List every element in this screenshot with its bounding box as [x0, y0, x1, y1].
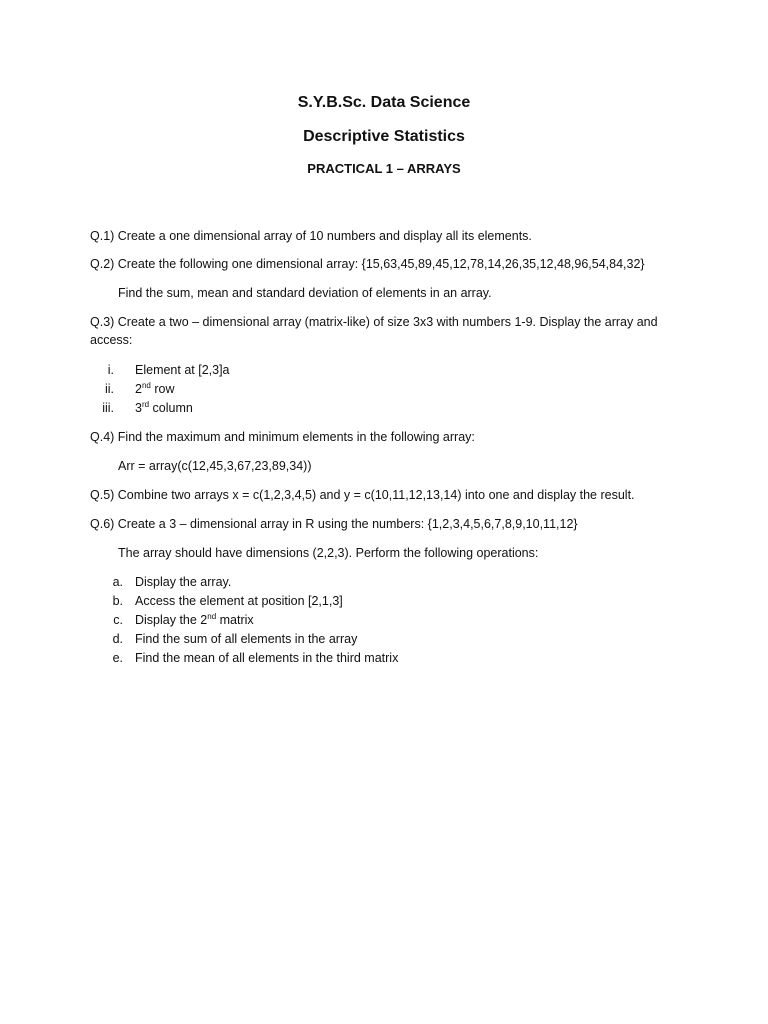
list-marker: ii.: [104, 382, 114, 396]
question-3: Q.3) Create a two – dimensional array (matrix-like) of size 3x3 with numbers 1-9. Display the array and access:: [90, 315, 658, 347]
list-item: Display the 2nd matrix: [135, 612, 254, 627]
list-item: Access the element at position [2,1,3]: [135, 594, 343, 608]
list-item: 2nd row: [135, 381, 175, 396]
practical-title: PRACTICAL 1 – ARRAYS: [307, 161, 461, 176]
list-marker: a.: [112, 575, 123, 589]
question-2-subtext: Find the sum, mean and standard deviation of elements in an array.: [118, 286, 492, 300]
list-item: Element at [2,3]a: [135, 363, 230, 377]
list-marker: i.: [107, 363, 114, 377]
list-item: Display the array.: [135, 575, 232, 589]
list-item: Find the sum of all elements in the array: [135, 632, 358, 646]
question-4: Q.4) Find the maximum and minimum elements in the following array:: [90, 430, 475, 444]
question-5: Q.5) Combine two arrays x = c(1,2,3,4,5) and y = c(10,11,12,13,14) into one and display the result.: [90, 488, 635, 502]
course-title: S.Y.B.Sc. Data Science: [297, 94, 471, 111]
question-6: Q.6) Create a 3 – dimensional array in R using the numbers: {1,2,3,4,5,6,7,8,9,10,11,12}: [90, 517, 578, 531]
list-item: Find the mean of all elements in the third matrix: [135, 651, 399, 665]
question-1: Q.1) Create a one dimensional array of 10 numbers and display all its elements.: [90, 229, 532, 243]
question-4-subtext: Arr = array(c(12,45,3,67,23,89,34)): [118, 459, 312, 473]
question-2: Q.2) Create the following one dimensional array: {15,63,45,89,45,12,78,14,26,35,12,48,96,54,84,32}: [90, 257, 645, 271]
subject-title: Descriptive Statistics: [303, 128, 465, 145]
list-marker: e.: [112, 651, 123, 665]
question-6-subtext: The array should have dimensions (2,2,3). Perform the following operations:: [118, 546, 539, 560]
list-marker: b.: [112, 594, 123, 608]
list-item: 3rd column: [135, 400, 193, 415]
list-marker: iii.: [102, 401, 114, 415]
list-marker: d.: [112, 632, 123, 646]
list-marker: c.: [113, 613, 123, 627]
